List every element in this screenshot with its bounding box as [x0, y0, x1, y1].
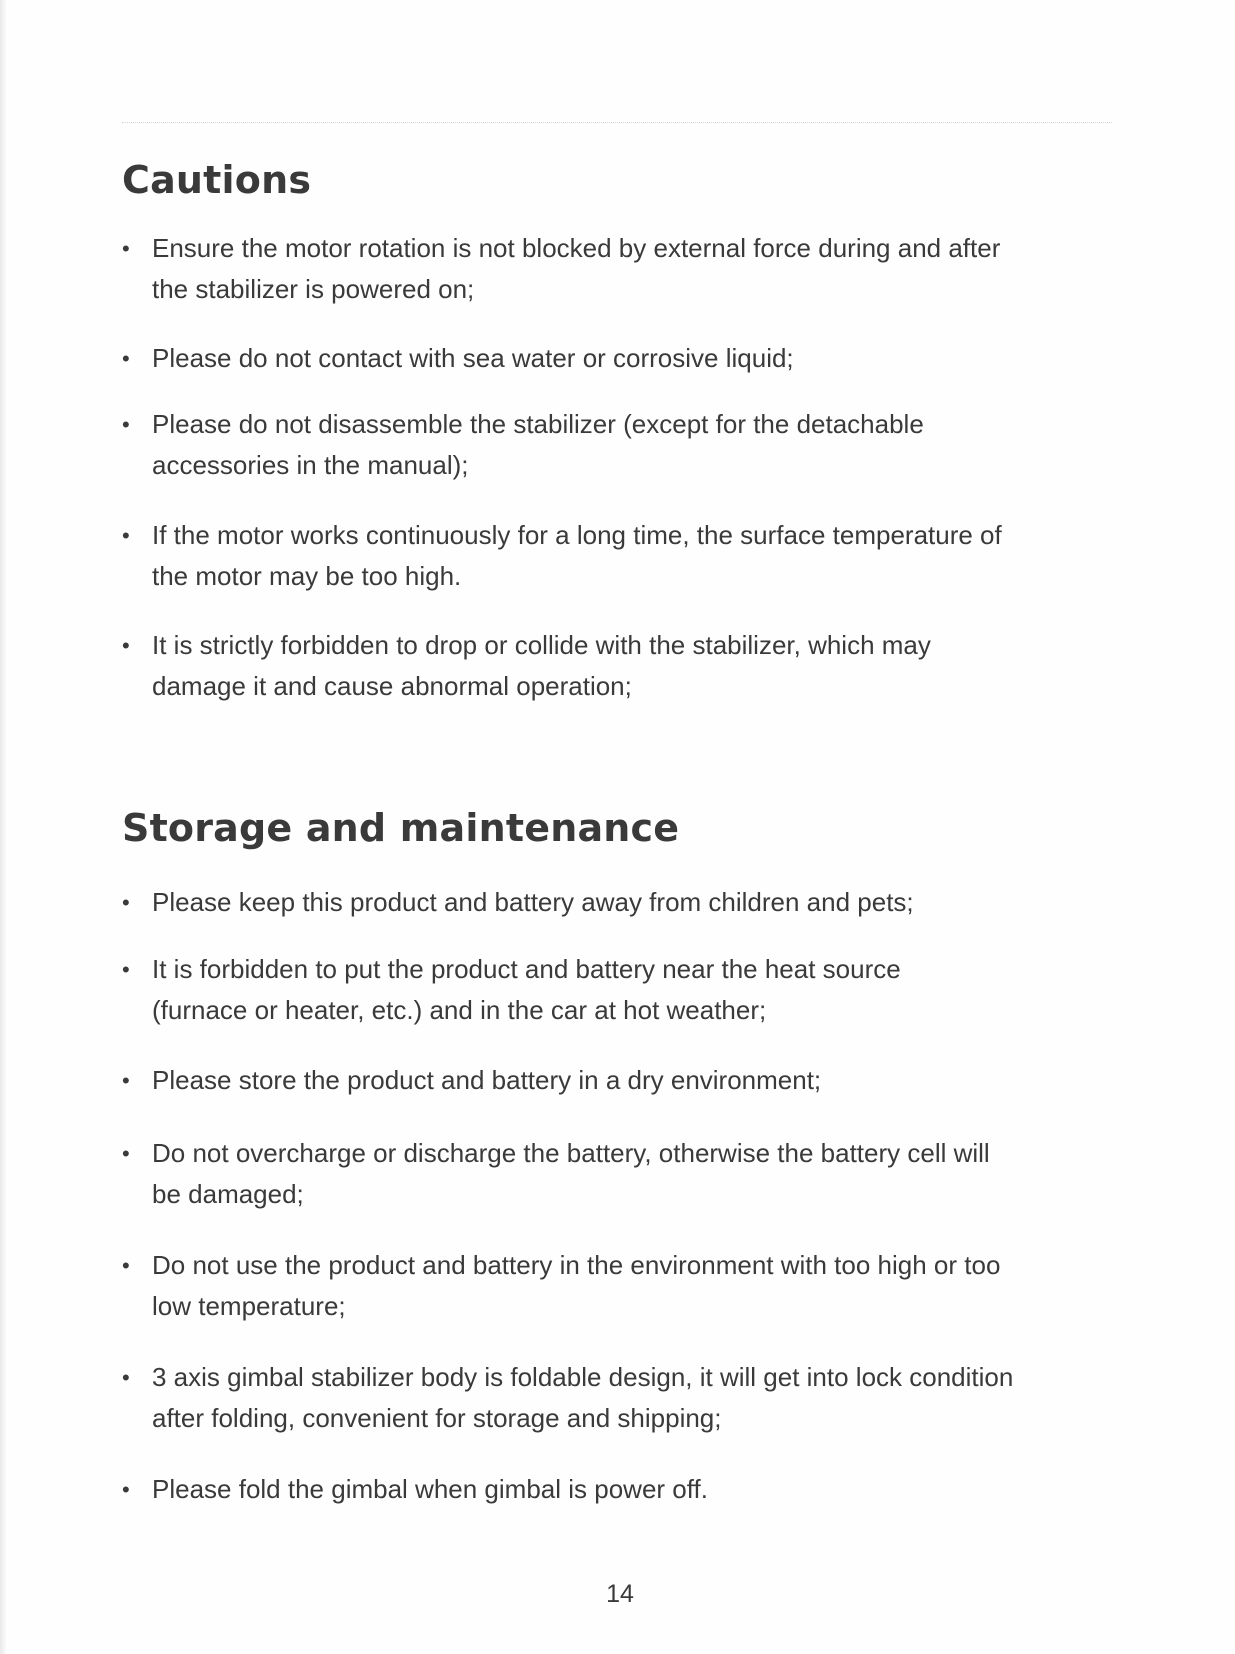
- page-number: 14: [606, 1580, 634, 1608]
- list-item: [122, 1245, 1122, 1327]
- caution-text: If the motor works continuously for a long time, the surface temperature of the motor may be too high.: [152, 520, 1002, 591]
- header-rule: [122, 122, 1112, 123]
- list-item: [122, 625, 1122, 707]
- storage-text: Do not use the product and battery in the environment with too high or too low temperature;: [152, 1250, 1001, 1321]
- caution-text: Please do not disassemble the stabilizer (except for the detachable accessories in the manual);: [152, 409, 924, 480]
- storage-text: Do not overcharge or discharge the battery, otherwise the battery cell will be damaged;: [152, 1138, 990, 1209]
- bullet-icon: •: [122, 1141, 130, 1166]
- list-item: [122, 949, 1122, 1031]
- caution-text: It is strictly forbidden to drop or collide with the stabilizer, which may damage it and cause abnormal operation;: [152, 630, 931, 701]
- bullet-icon: •: [122, 957, 130, 982]
- caution-text: Ensure the motor rotation is not blocked by external force during and after the stabilizer is powered on;: [152, 233, 1001, 304]
- storage-text: 3 axis gimbal stabilizer body is foldable design, it will get into lock condition after folding, convenient for storage and shipping;: [152, 1362, 1014, 1433]
- bullet-icon: •: [122, 1365, 130, 1390]
- list-item: [122, 338, 1122, 379]
- bullet-icon: •: [122, 412, 130, 437]
- cautions-heading: Cautions: [122, 158, 312, 202]
- bullet-icon: •: [122, 236, 130, 261]
- storage-text: Please store the product and battery in a dry environment;: [152, 1065, 822, 1095]
- bullet-icon: •: [122, 346, 130, 371]
- storage-text: It is forbidden to put the product and battery near the heat source (furnace or heater, etc.) and in the car at hot weather;: [152, 954, 901, 1025]
- bullet-icon: •: [122, 1477, 130, 1502]
- bullet-icon: •: [122, 1253, 130, 1278]
- list-item: [122, 515, 1122, 597]
- list-item: [122, 1469, 1122, 1510]
- list-item: [122, 1133, 1122, 1215]
- list-item: [122, 404, 1122, 486]
- list-item: [122, 1357, 1122, 1439]
- list-item: [122, 882, 1122, 923]
- bullet-icon: •: [122, 633, 130, 658]
- bullet-icon: •: [122, 523, 130, 548]
- list-item: [122, 1060, 1122, 1101]
- storage-text: Please keep this product and battery away from children and pets;: [152, 887, 914, 917]
- caution-text: Please do not contact with sea water or corrosive liquid;: [152, 343, 794, 373]
- storage-text: Please fold the gimbal when gimbal is power off.: [152, 1474, 708, 1504]
- bullet-icon: •: [122, 890, 130, 915]
- storage-heading: Storage and maintenance: [122, 806, 680, 850]
- bullet-icon: •: [122, 1068, 130, 1093]
- scan-edge: [0, 0, 6, 1654]
- list-item: [122, 228, 1122, 310]
